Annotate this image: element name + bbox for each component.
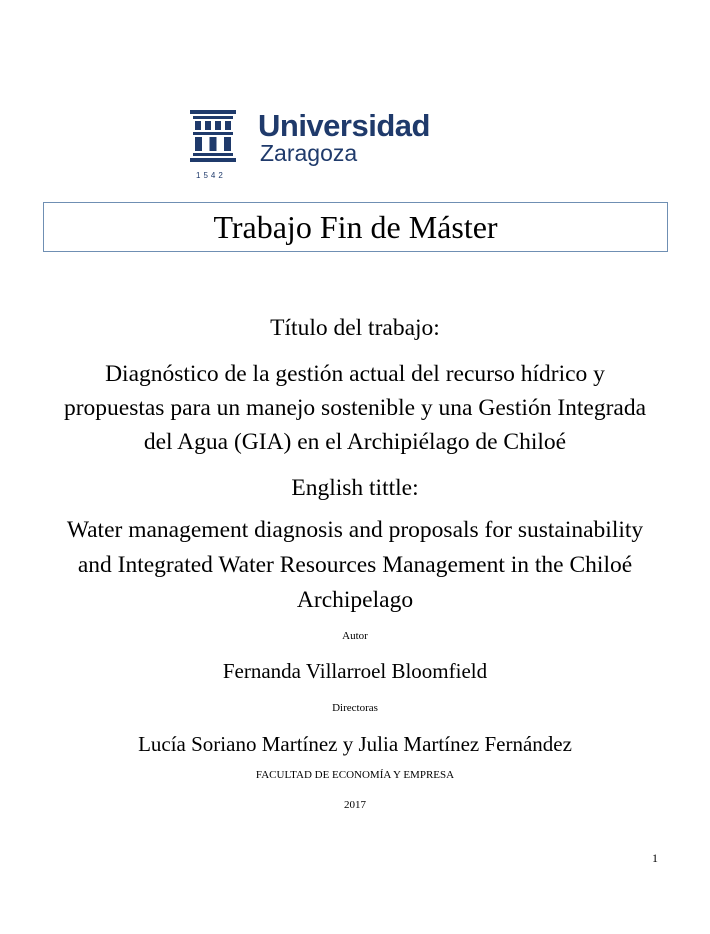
directors-label: Directoras <box>332 702 378 714</box>
title-line-2: propuestas para un manejo sostenible y una Gestión Integrada <box>63 395 647 421</box>
english-title-line-3: Archipelago <box>296 587 414 613</box>
logo-city-name: Zaragoza <box>260 140 358 166</box>
university-logo <box>190 110 440 182</box>
university-crest-icon <box>190 110 240 170</box>
title-line-3: del Agua (GIA) en el Archipiélago de Chiloé <box>143 429 567 455</box>
english-title-label: English tittle: <box>291 475 419 501</box>
author-label: Autor <box>342 630 368 642</box>
title-label: Título del trabajo: <box>270 315 440 341</box>
english-title-line-1: Water management diagnosis and proposals for sustainability <box>66 517 644 543</box>
document-year: 2017 <box>344 799 366 811</box>
english-title-line-2: and Integrated Water Resources Management in the Chiloé <box>77 552 633 578</box>
document-type: Trabajo Fin de Máster <box>213 208 498 245</box>
faculty-name: FACULTAD DE ECONOMÍA Y EMPRESA <box>255 769 455 781</box>
logo-year: 1542 <box>196 171 226 180</box>
logo-university-name: Universidad <box>258 108 430 143</box>
directors-names: Lucía Soriano Martínez y Julia Martínez Fernández <box>138 732 572 756</box>
page-number: 1 <box>652 851 658 865</box>
title-line-1: Diagnóstico de la gestión actual del recurso hídrico y <box>105 361 605 387</box>
document-type-box <box>43 202 668 252</box>
author-name: Fernanda Villarroel Bloomfield <box>222 659 488 683</box>
